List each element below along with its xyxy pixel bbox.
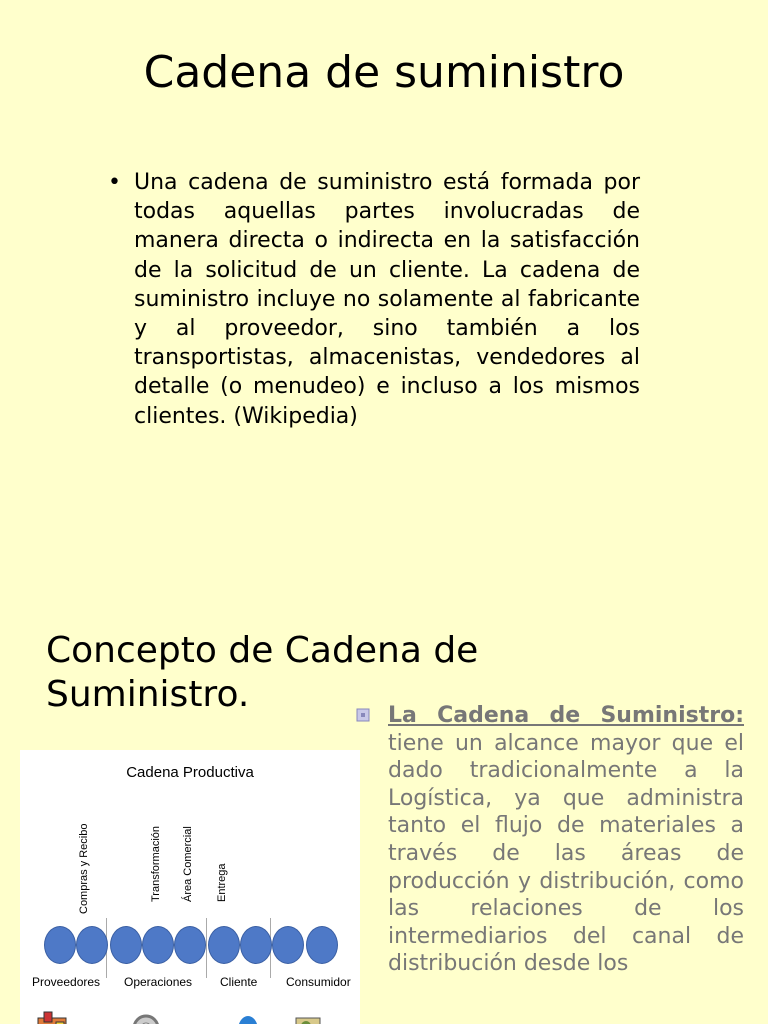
activity-label-compras: Compras y Recibo — [78, 823, 90, 914]
activity-label-transformacion: Transformación — [150, 825, 162, 902]
concept-text: tiene un alcance mayor que el dado tradicionalmente a la Logística, ya que administra tanto el flujo de materiales a través de las áreas de producción y distribución, como las relaciones de los intermediarios del canal de distribución desde los — [388, 730, 744, 977]
activity-label-area-comercial: Área Comercial — [182, 826, 194, 902]
divider-line — [206, 918, 207, 978]
stage-label-consumidor: Consumidor — [286, 975, 351, 989]
slide-title-2: Concepto de Cadena de Suministro. — [46, 630, 479, 715]
shopping-icon — [292, 1008, 324, 1024]
bullet-icon: • — [108, 170, 121, 195]
cadena-productiva-diagram — [20, 750, 360, 1024]
diagram-title: Cadena Productiva — [126, 764, 254, 781]
process-circle — [76, 926, 108, 964]
process-circle — [174, 926, 206, 964]
concept-lead: La Cadena de Suministro: — [388, 703, 744, 728]
square-bullet-icon — [356, 708, 370, 722]
stage-label-proveedores: Proveedores — [32, 975, 101, 989]
slide-concepto — [0, 512, 768, 1024]
process-circle — [240, 926, 272, 964]
gear-icon — [130, 1008, 162, 1024]
activity-label-entrega: Entrega — [216, 863, 228, 902]
concept-paragraph — [388, 702, 744, 978]
process-circle — [142, 926, 174, 964]
process-circle — [44, 926, 76, 964]
stage-label-cliente: Cliente — [220, 975, 258, 989]
process-circle — [306, 926, 338, 964]
process-circle — [208, 926, 240, 964]
slide-title: Cadena de suministro — [143, 47, 625, 98]
stage-label-operaciones: Operaciones — [124, 975, 193, 989]
slide-body — [108, 168, 640, 431]
factory-icon — [36, 1008, 68, 1024]
megaphone-icon — [228, 1008, 260, 1024]
definition-paragraph: Una cadena de suministro está formada por todas aquellas partes involucradas de manera directa o indirecta en la satisfacción de la solicitud de un cliente. La cadena de suministro incluye no solamente al fabricante y al proveedor, sino también a los transportistas, almacenistas, vendedores al detalle (o menudeo) e incluso a los mismos clientes. (Wikipedia) — [134, 170, 640, 429]
process-circle — [272, 926, 304, 964]
process-circle — [110, 926, 142, 964]
